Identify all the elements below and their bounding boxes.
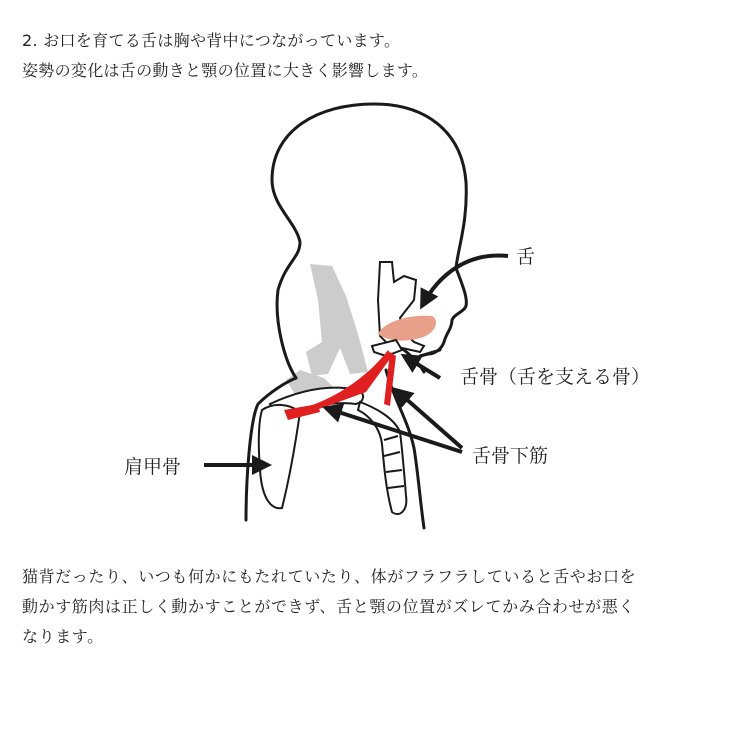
scapula-bone (259, 405, 300, 508)
body-line-1: 猫背だったり、いつも何かにもたれていたり、体がフラフラしていると舌やお口を (22, 567, 637, 586)
head-outline (272, 104, 466, 378)
hyoid-pointer (404, 356, 440, 378)
label-tongue: 舌 (516, 246, 536, 268)
label-scapula: 肩甲骨 (124, 456, 182, 478)
spine-shadow (286, 264, 368, 400)
label-hyoid: 舌骨（舌を支える骨） (460, 366, 651, 388)
face-profile (420, 268, 466, 356)
intro-line-2: 姿勢の変化は舌の動きと顎の位置に大きく影響します。 (22, 61, 429, 80)
body-line-3: なります。 (22, 627, 104, 646)
intro-line-1: 2. お口を育てる舌は胸や背中につながっています。 (22, 31, 401, 50)
label-infrahyoid: 舌骨下筋 (472, 445, 549, 467)
body-text (22, 562, 722, 652)
body-line-2: 動かす筋肉は正しく動かすことができず、舌と顎の位置がズレてかみ合わせが悪く (22, 597, 635, 616)
